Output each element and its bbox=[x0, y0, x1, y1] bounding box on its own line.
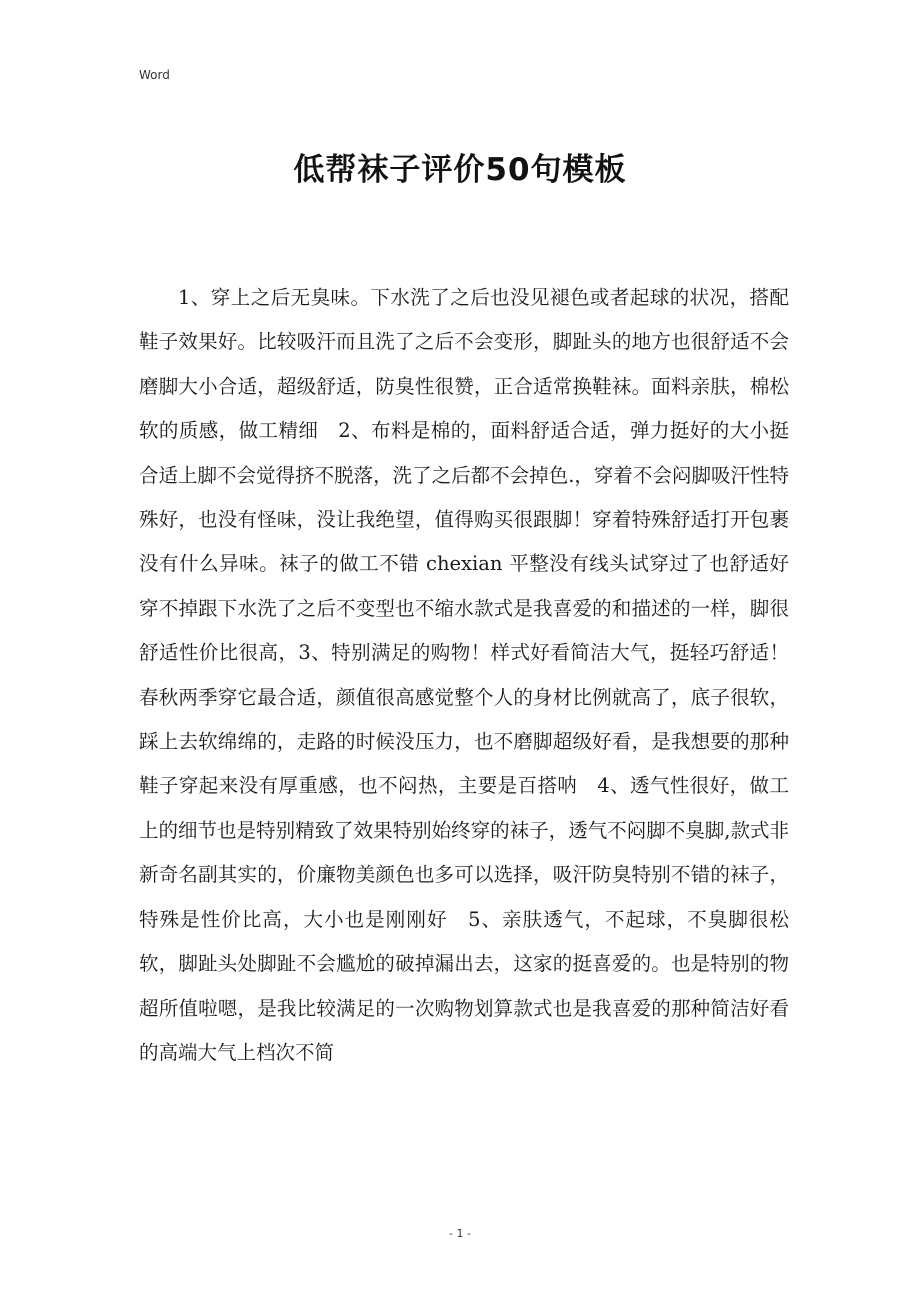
document-title: 低帮袜子评价50句模板 bbox=[293, 152, 627, 188]
header-label: Word bbox=[139, 68, 170, 82]
page-number: - 1 - bbox=[449, 1227, 471, 1240]
document-body-paragraph: 1、穿上之后无臭味。下水洗了之后也没见褪色或者起球的状况，搭配鞋子效果好。比较吸汗而且洗了之后不会变形，脚趾头的地方也很舒适不会磨脚大小合适，超级舒适，防臭性很赞，正合适常换鞋袜。面料亲肤，棉松软的质感，做工精细 2、布料是棉的，面料舒适合适，弹力挺好的大小挺合适上脚不会觉得挤不脱落，洗了之后都不会掉色.，穿着不会闷脚吸汗性特殊好，也没有怪味，没让我绝望，值得购买很跟脚！穿着特殊舒适打开包裹没有什么异味。袜子的做工不错 chexian 平整没有线头试穿过了也舒适好穿不掉跟下水洗了之后不变型也不缩水款式是我喜爱的和描述的一样，脚很舒适性价比很高，3、特别满足的购物！样式好看简洁大气，挺轻巧舒适！春秋两季穿它最合适，颜值很高感觉整个人的身材比例就高了，底子很软，踩上去软绵绵的，走路的时候没压力，也不磨脚超级好看，是我想要的那种鞋子穿起来没有厚重感，也不闷热，主要是百搭呐 4、透气性很好，做工上的细节也是特别精致了效果特别始终穿的袜子，透气不闷脚不臭脚,款式非新奇名副其实的，价廉物美颜色也多可以选择，吸汗防臭特别不错的袜子，特殊是性价比高，大小也是刚刚好 5、亲肤透气，不起球，不臭脚很松软，脚趾头处脚趾不会尴尬的破掉漏出去，这家的挺喜爱的。也是特别的物超所值啦嗯，是我比较满足的一次购物划算款式也是我喜爱的那种简洁好看的高端大气上档次不简 bbox=[139, 286, 789, 1064]
